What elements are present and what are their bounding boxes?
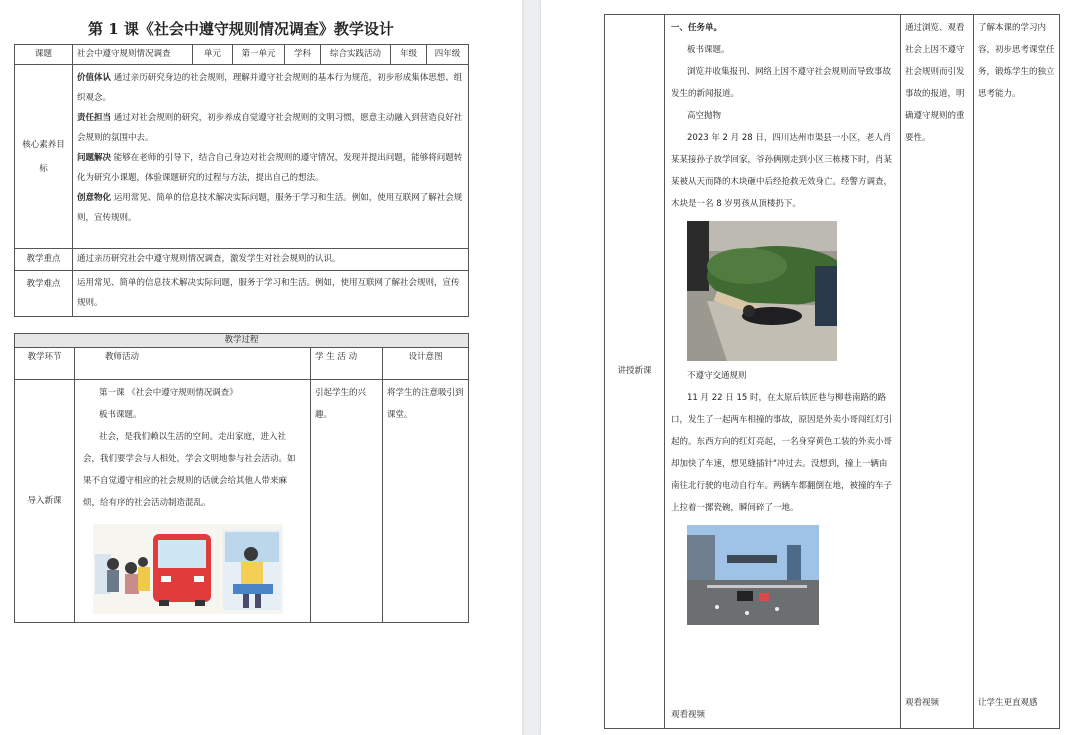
teacher-line: 板书课题。: [99, 410, 142, 420]
subject-value: 综合实践活动: [321, 45, 391, 65]
info-table: [14, 44, 469, 317]
document-page-1: [0, 0, 522, 735]
bus-cartoon-image: [93, 524, 283, 614]
stage-new-lesson: 讲授新课: [605, 15, 665, 729]
teacher-line: 第一课 《社会中遵守规则情况调查》: [99, 388, 238, 398]
page-title: 第 1 课《社会中遵守规则情况调查》教学设计: [88, 20, 394, 38]
difficulty-text: 运用常见、简单的信息技术解决实际问题，服务于学习和生活。例如，使用互联网了解社会规则，宣传规则。: [73, 271, 469, 317]
core-goal-head: 问题解决: [77, 153, 112, 163]
design-intent-intro: 将学生的注意吸引到课堂。: [383, 380, 469, 623]
core-goal-text: 通过对社会规则的研究，初步养成自觉遵守社会规则的文明习惯，愿意主动融入到营造良好社会规则的氛围中去。: [77, 113, 463, 143]
task-heading: 一、任务单。: [671, 23, 723, 33]
grade-value: 四年级: [427, 45, 469, 65]
process-table-continued: [604, 14, 1060, 729]
teacher-line: 社会，是我们赖以生活的空间。走出家庭，进入社会，我们要学会与人相处，学会文明地参与社会活动。如果不自觉遵守相应的社会规则的话就会给其他人带来麻烦，给有序的社会活动制造混乱。: [83, 432, 296, 508]
document-page-2: [541, 0, 1080, 735]
key-point-text: 通过亲历研究社会中遵守规则情况调查，激发学生对社会规则的认识。: [73, 249, 469, 271]
key-point-label: 教学重点: [15, 249, 73, 271]
process-header: 教学过程: [15, 334, 469, 348]
col-student: 学 生 活 动: [311, 348, 383, 380]
topic-value: 社会中遵守规则情况调查: [73, 45, 193, 65]
topic-label: 课题: [15, 45, 73, 65]
design-intent-new: [974, 15, 1060, 729]
grade-label: 年级: [391, 45, 427, 65]
col-intent: 设计意图: [383, 348, 469, 380]
core-goal-text: 通过亲历研究身边的社会规则，理解并遵守社会规则的基本行为规范，初步形成集体思想、组织观念。: [77, 73, 463, 103]
core-goal-item: [77, 188, 464, 228]
core-goals-label: 核心素养目标: [15, 65, 73, 249]
teacher-line: 板书课题。: [687, 45, 730, 55]
col-teacher: 教师活动: [75, 348, 311, 380]
core-goals-content: [73, 65, 469, 249]
teacher-activity-new: [665, 15, 901, 729]
core-goal-item: [77, 148, 464, 188]
traffic-accident-photo: [687, 525, 819, 625]
core-goal-text: 运用常见、简单的信息技术解决实际问题，服务于学习和生活。例如，使用互联网了解社会规则，宣传规则。: [77, 193, 463, 223]
news-text: 11 月 22 日 15 时，在太原后铁匠巷与柳巷南路的路口，发生了一起两车相撞的事故，原因是外卖小哥闯红灯引起的。东西方向的红灯亮起，一名身穿黄色工装的外卖小哥却加快了车速，想见缝插针"冲过去。没想到，撞上一辆由南往北行驶的电动自行车。两辆车都翻倒在地，被撞的车子上拉着一摞瓷碗，瞬间碎了一地。: [671, 393, 893, 513]
stage-intro: 导入新课: [15, 380, 75, 623]
subject-label: 学科: [285, 45, 321, 65]
teacher-activity-intro: [75, 380, 311, 623]
student-activity-intro: 引起学生的兴趣。: [311, 380, 383, 623]
news-caption: 高空抛物: [687, 111, 722, 121]
core-goal-item: [77, 108, 464, 148]
student-activity-new: [901, 15, 974, 729]
page-gap: [522, 0, 541, 735]
core-goal-head: 责任担当: [77, 113, 112, 123]
falling-object-scene-photo: [687, 221, 837, 361]
process-table: [14, 333, 469, 623]
core-goal-head: 创意物化: [77, 193, 112, 203]
core-goal-item: [77, 68, 464, 108]
unit-label: 单元: [193, 45, 233, 65]
teacher-line: 浏览并收集报刊、网络上因不遵守社会规则而导致事故发生的新闻报道。: [671, 67, 892, 99]
student-video-text: 观看视频: [905, 698, 940, 708]
watch-video-text: 观看视频: [671, 710, 706, 720]
design-intent-text: 了解本课的学习内容，初步思考课堂任务，锻炼学生的独立思考能力。: [978, 23, 1055, 99]
news-text: 2023 年 2 月 28 日，四川达州市渠县一小区，老人肖某某接孙子放学回家，爷孙俩刚走到小区三栋楼下时，肖某某被从天而降的木块砸中后经抢救无效身亡。经警方调查，木块是一名 8 岁男孩从顶楼扔下。: [671, 133, 893, 209]
design-intent-video-text: 让学生更直观感: [978, 698, 1038, 708]
core-goal-head: 价值体认: [77, 73, 112, 83]
news-caption: 不遵守交通规则: [687, 371, 747, 381]
difficulty-label: 教学难点: [15, 271, 73, 317]
student-activity-text: 通过浏览、观看社会上因不遵守社会规则而引发事故的报道，明确遵守规则的重要性。: [905, 23, 965, 143]
core-goal-text: 能够在老师的引导下，结合自己身边对社会规则的遵守情况，发现并提出问题，能够将问题转化为研究小课题，体验课题研究的过程与方法，提出自己的想法。: [77, 153, 463, 183]
unit-value: 第一单元: [233, 45, 285, 65]
col-stage: 教学环节: [15, 348, 75, 380]
